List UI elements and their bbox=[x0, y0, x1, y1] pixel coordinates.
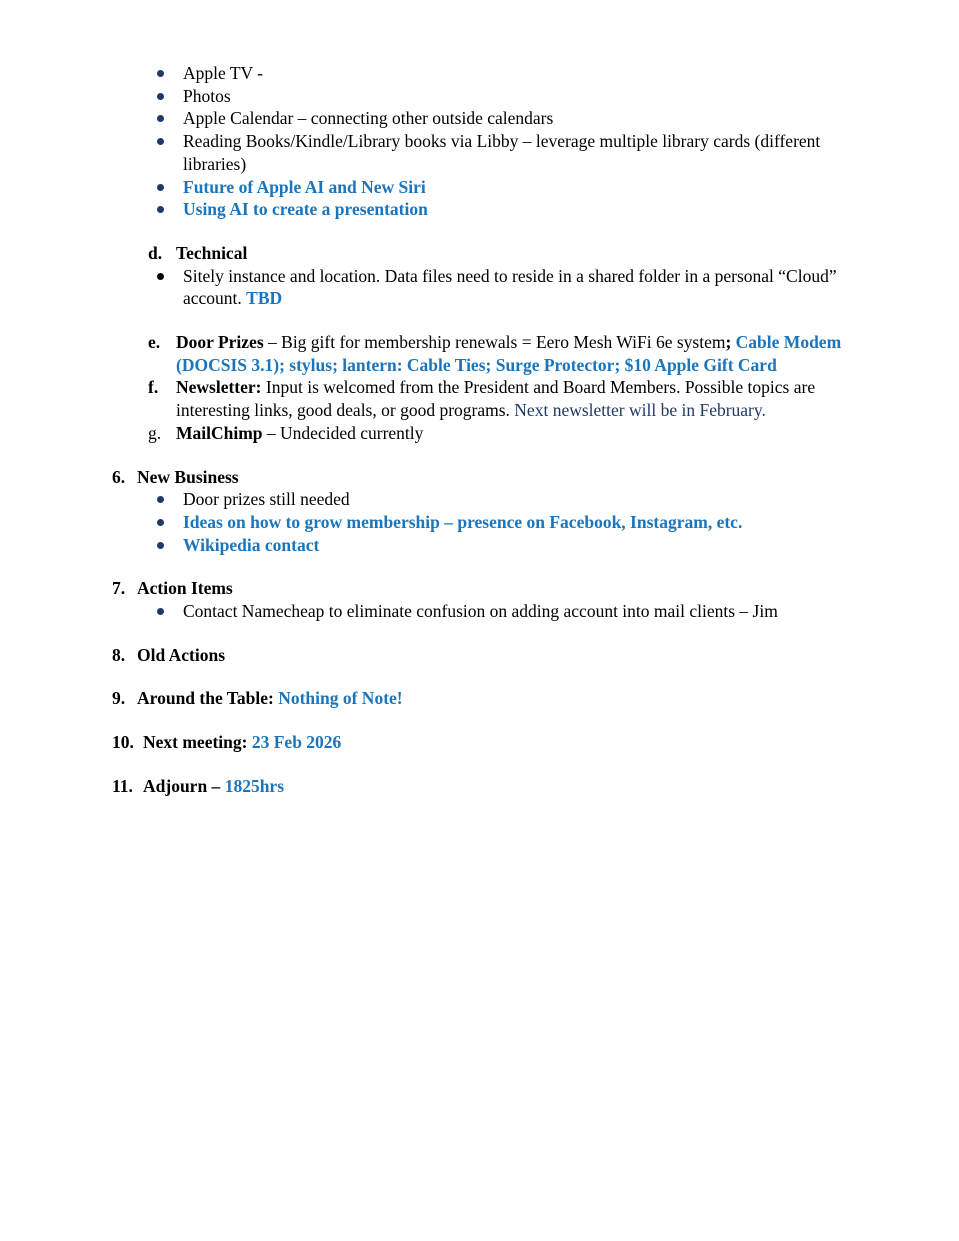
numbered-list-item bbox=[0, 644, 959, 667]
bullet-icon bbox=[157, 273, 164, 280]
bullet-icon bbox=[157, 93, 164, 100]
text-run: Sitely instance and location. Data files need to reside in a shared folder in a personal “Cloud” account. bbox=[183, 265, 837, 309]
text-run: Wikipedia contact bbox=[183, 534, 320, 555]
list-marker: 8. bbox=[112, 644, 126, 665]
paragraph-spacer bbox=[0, 445, 959, 466]
text-run: Photos bbox=[183, 85, 231, 106]
lettered-list-item bbox=[0, 331, 959, 376]
bullet-icon bbox=[157, 138, 164, 145]
bullet-list-item bbox=[0, 511, 959, 534]
list-marker: e. bbox=[148, 332, 161, 353]
text-run: New Business bbox=[137, 466, 239, 487]
text-run: Next meeting: bbox=[143, 732, 252, 753]
text-run: MailChimp bbox=[176, 422, 263, 443]
paragraph-spacer bbox=[0, 710, 959, 731]
text-run: Ideas on how to grow membership – presence on Facebook, Instagram, etc. bbox=[183, 511, 743, 532]
bullet-list-item bbox=[0, 62, 959, 85]
text-run: Apple TV - bbox=[183, 63, 264, 83]
lettered-list-item bbox=[0, 422, 959, 445]
bullet-list-item bbox=[0, 600, 959, 623]
text-run: Door Prizes bbox=[176, 332, 264, 353]
bullet-list-item bbox=[0, 130, 959, 175]
paragraph-spacer bbox=[0, 754, 959, 775]
bullet-icon bbox=[157, 519, 164, 526]
text-run: Using AI to create a presentation bbox=[183, 199, 428, 220]
paragraph-spacer bbox=[0, 556, 959, 577]
numbered-list-item bbox=[0, 466, 959, 489]
text-run: TBD bbox=[246, 288, 283, 309]
text-run: Reading Books/Kindle/Library books via Libby – leverage multiple library cards (different libraries) bbox=[183, 131, 821, 174]
numbered-list-item bbox=[0, 687, 959, 710]
paragraph-spacer bbox=[0, 666, 959, 687]
bullet-icon bbox=[157, 496, 164, 503]
list-marker: d. bbox=[148, 242, 163, 263]
text-run: Apple Calendar – connecting other outside calendars bbox=[183, 108, 554, 129]
text-run: Old Actions bbox=[137, 644, 226, 665]
list-marker: g. bbox=[148, 422, 162, 443]
paragraph-spacer bbox=[0, 310, 959, 331]
bullet-list-item bbox=[0, 198, 959, 221]
numbered-list-item bbox=[0, 577, 959, 600]
text-run: Contact Namecheap to eliminate confusion on adding account into mail clients – Jim bbox=[183, 601, 778, 622]
bullet-icon bbox=[157, 542, 164, 549]
numbered-list-item bbox=[0, 775, 959, 798]
text-run: Around the Table: bbox=[137, 688, 279, 709]
text-run: Next newsletter will be in February. bbox=[514, 400, 766, 421]
list-marker: 10. bbox=[112, 732, 134, 753]
bullet-list-item bbox=[0, 85, 959, 108]
text-run: Action Items bbox=[137, 578, 233, 599]
bullet-list-item bbox=[0, 488, 959, 511]
bullet-list-item bbox=[0, 265, 959, 310]
text-run: ; bbox=[725, 332, 732, 353]
bullet-icon bbox=[157, 70, 164, 77]
text-run: – Big gift for membership renewals = Eero Mesh WiFi 6e system bbox=[263, 332, 726, 353]
bullet-icon bbox=[157, 184, 164, 191]
paragraph-spacer bbox=[0, 221, 959, 242]
text-run: 1825hrs bbox=[224, 775, 284, 796]
lettered-list-item bbox=[0, 376, 959, 421]
text-run: Technical bbox=[176, 242, 248, 263]
list-marker: f. bbox=[148, 377, 159, 398]
text-run: Door prizes still needed bbox=[183, 489, 350, 510]
list-marker: 9. bbox=[112, 688, 126, 709]
bullet-icon bbox=[157, 608, 164, 615]
list-marker: 11. bbox=[112, 775, 133, 796]
text-run: Nothing of Note! bbox=[278, 688, 403, 709]
text-run: 23 Feb 2026 bbox=[251, 732, 342, 753]
paragraph-spacer bbox=[0, 623, 959, 644]
lettered-list-item bbox=[0, 242, 959, 265]
list-marker: 6. bbox=[112, 466, 126, 487]
list-marker: 7. bbox=[112, 578, 126, 599]
bullet-list-item bbox=[0, 176, 959, 199]
text-run: Adjourn – bbox=[143, 775, 225, 796]
bullet-icon bbox=[157, 206, 164, 213]
bullet-list-item bbox=[0, 534, 959, 557]
text-run: Future of Apple AI and New Siri bbox=[183, 176, 426, 197]
text-run: Cable Modem (DOCSIS 3.1); stylus; lantern: Cable Ties; Surge Protector; $10 Apple Gift Card bbox=[176, 332, 842, 375]
numbered-list-item bbox=[0, 731, 959, 754]
text-run: Newsletter: bbox=[176, 377, 262, 398]
bullet-list-item bbox=[0, 107, 959, 130]
bullet-icon bbox=[157, 115, 164, 122]
text-run: – Undecided currently bbox=[262, 422, 424, 443]
text-run: Input is welcomed from the President and Board Members. Possible topics are interesting links, good deals, or good programs. bbox=[176, 377, 816, 421]
